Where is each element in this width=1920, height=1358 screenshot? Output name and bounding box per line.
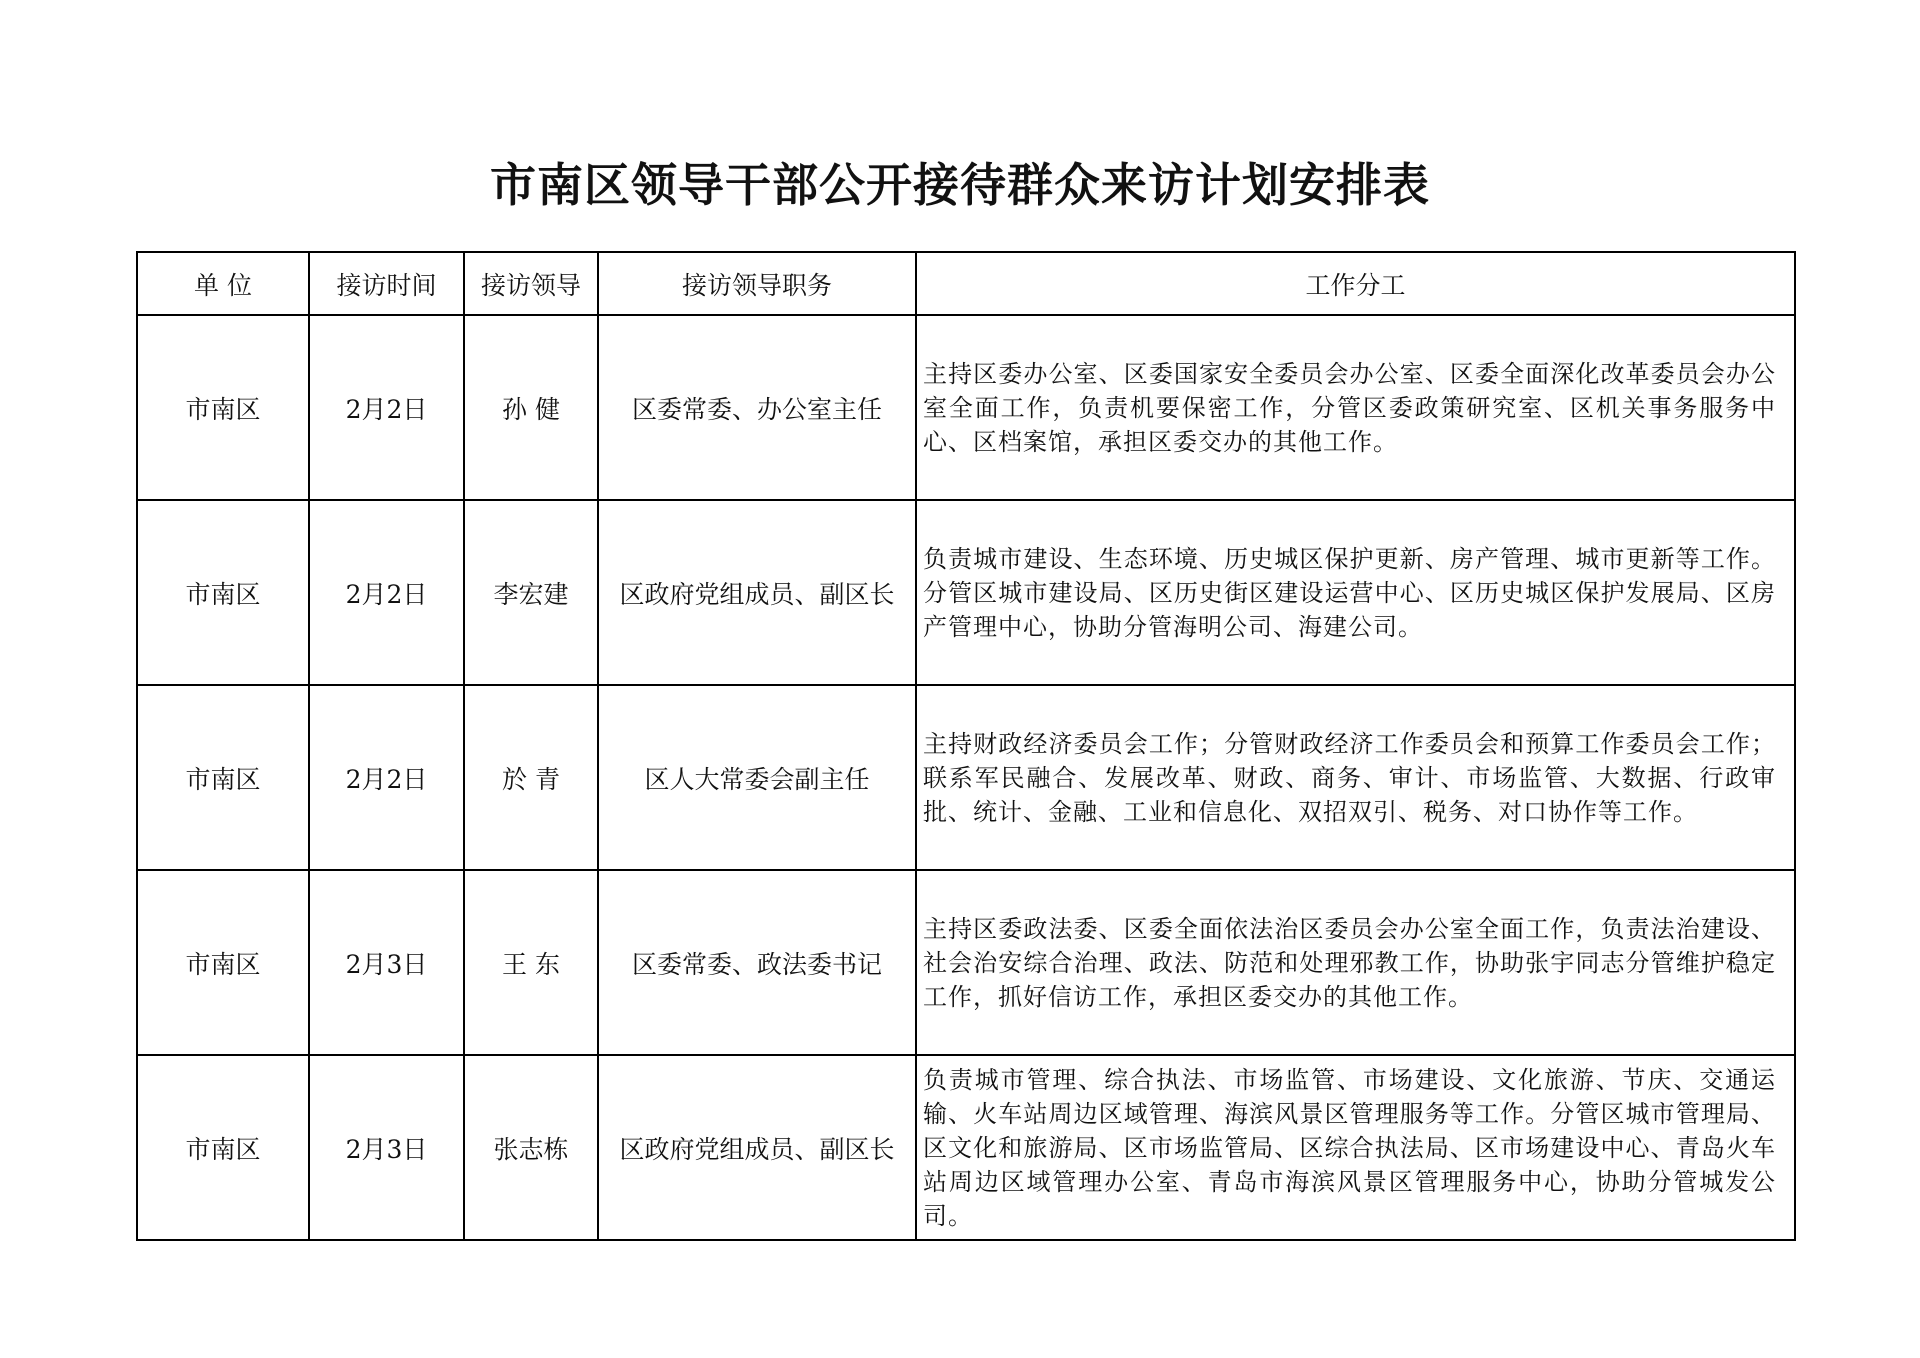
- cell-leader: 李宏建: [464, 500, 598, 685]
- cell-duties: 主持区委办公室、区委国家安全委员会办公室、区委全面深化改革委员会办公室全面工作，负责机要保密工作，分管区委政策研究室、区机关事务服务中心、区档案馆，承担区委交办的其他工作。: [916, 315, 1795, 500]
- cell-duties: 负责城市管理、综合执法、市场监管、市场建设、文化旅游、节庆、交通运输、火车站周边区域管理、海滨风景区管理服务等工作。分管区城市管理局、区文化和旅游局、区市场监管局、区综合执法局、区市场建设中心、青岛火车站周边区域管理办公室、青岛市海滨风景区管理服务中心，协助分管城发公司。: [916, 1055, 1795, 1240]
- cell-duties: 负责城市建设、生态环境、历史城区保护更新、房产管理、城市更新等工作。分管区城市建设局、区历史街区建设运营中心、区历史城区保护发展局、区房产管理中心，协助分管海明公司、海建公司。: [916, 500, 1795, 685]
- cell-position: 区政府党组成员、副区长: [598, 1055, 916, 1240]
- header-leader: 接访领导: [464, 252, 598, 315]
- cell-leader: 於 青: [464, 685, 598, 870]
- cell-unit: 市南区: [137, 315, 309, 500]
- cell-leader: 张志栋: [464, 1055, 598, 1240]
- cell-date: 2月2日: [309, 315, 464, 500]
- table-row: [137, 315, 1795, 500]
- cell-unit: 市南区: [137, 870, 309, 1055]
- cell-leader: 王 东: [464, 870, 598, 1055]
- header-unit: 单 位: [137, 252, 309, 315]
- cell-position: 区委常委、政法委书记: [598, 870, 916, 1055]
- cell-unit: 市南区: [137, 1055, 309, 1240]
- cell-duties: 主持区委政法委、区委全面依法治区委员会办公室全面工作，负责法治建设、社会治安综合治理、政法、防范和处理邪教工作，协助张宇同志分管维护稳定工作，抓好信访工作，承担区委交办的其他工作。: [916, 870, 1795, 1055]
- cell-position: 区委常委、办公室主任: [598, 315, 916, 500]
- cell-duties: 主持财政经济委员会工作；分管财政经济工作委员会和预算工作委员会工作；联系军民融合、发展改革、财政、商务、审计、市场监管、大数据、行政审批、统计、金融、工业和信息化、双招双引、税务、对口协作等工作。: [916, 685, 1795, 870]
- schedule-table: [136, 251, 1796, 1241]
- cell-leader: 孙 健: [464, 315, 598, 500]
- table-row: [137, 685, 1795, 870]
- cell-date: 2月2日: [309, 685, 464, 870]
- table-row: [137, 870, 1795, 1055]
- cell-date: 2月2日: [309, 500, 464, 685]
- cell-unit: 市南区: [137, 500, 309, 685]
- table-row: [137, 500, 1795, 685]
- header-duties: 工作分工: [916, 252, 1795, 315]
- header-position: 接访领导职务: [598, 252, 916, 315]
- table-header-row: [137, 252, 1795, 315]
- cell-position: 区政府党组成员、副区长: [598, 500, 916, 685]
- header-date: 接访时间: [309, 252, 464, 315]
- cell-date: 2月3日: [309, 1055, 464, 1240]
- page-title: 市南区领导干部公开接待群众来访计划安排表: [490, 158, 1430, 212]
- table-row: [137, 1055, 1795, 1240]
- cell-position: 区人大常委会副主任: [598, 685, 916, 870]
- cell-date: 2月3日: [309, 870, 464, 1055]
- cell-unit: 市南区: [137, 685, 309, 870]
